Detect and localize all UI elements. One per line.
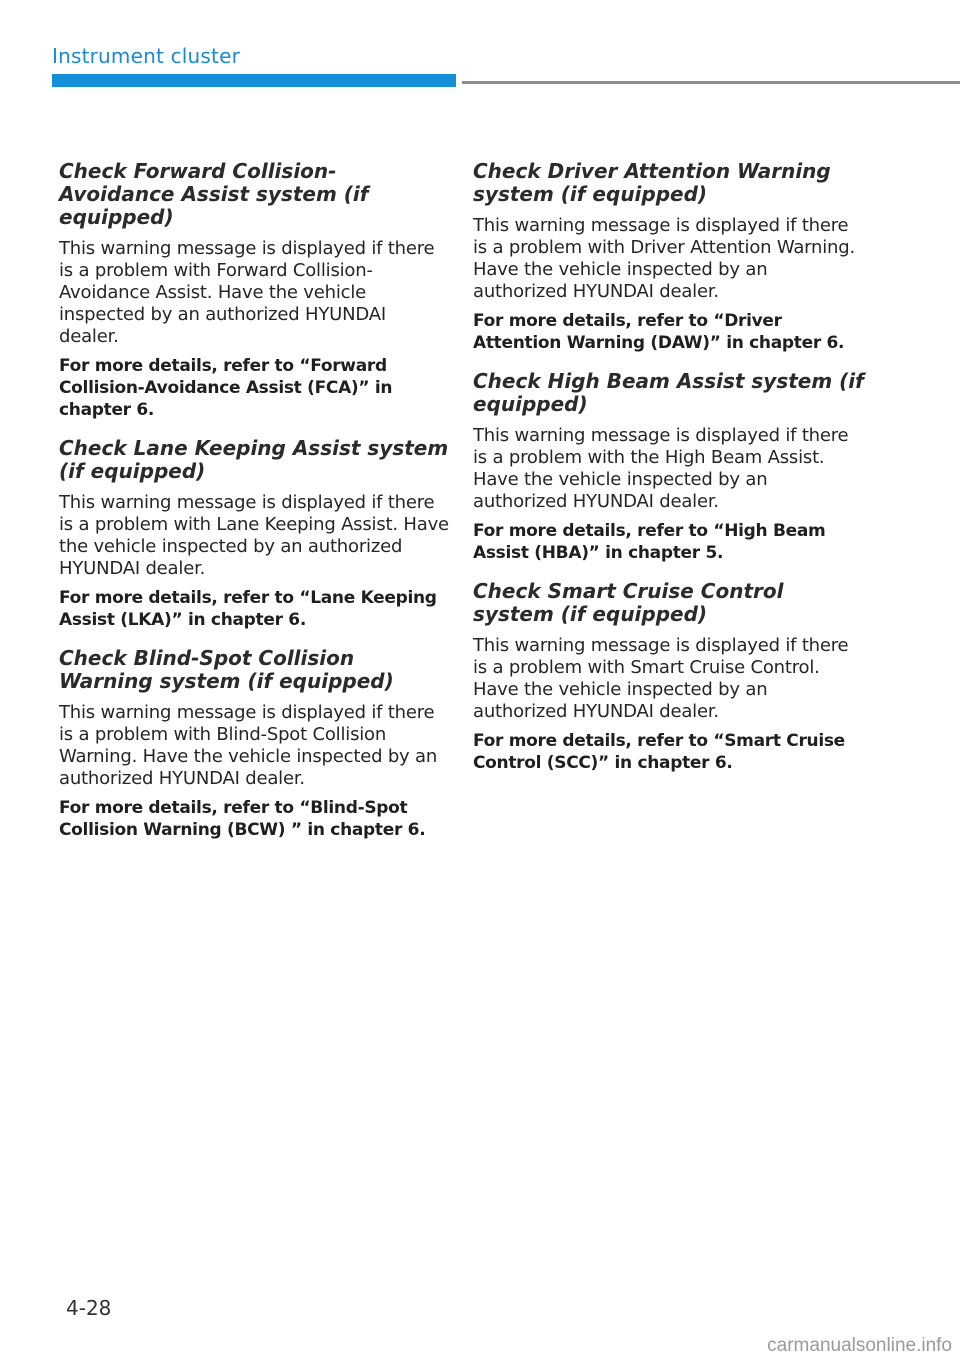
left-column	[59, 160, 449, 857]
section-heading: Check Forward Collision-Avoidance Assist system (if equipped)	[59, 159, 369, 229]
section-heading: Check Driver Attention Warning system (if equipped)	[473, 159, 831, 206]
section-body: This warning message is displayed if there is a problem with the High Beam Assist. Have the vehicle inspected by an authorized HYUNDAI dealer.	[473, 425, 849, 512]
section-heading: Check Smart Cruise Control system (if equipped)	[473, 579, 784, 626]
section-heading: Check Blind-Spot Collision Warning system (if equipped)	[59, 646, 394, 693]
section-lka-warning	[59, 437, 449, 631]
section-body: This warning message is displayed if there is a problem with Driver Attention Warning. Have the vehicle inspected by an authorized HYUNDAI dealer.	[473, 215, 855, 302]
section-daw-warning	[473, 160, 865, 354]
watermark: carmanualsonline.info	[767, 1335, 952, 1356]
section-reference: For more details, refer to “Driver Attention Warning (DAW)” in chapter 6.	[473, 311, 845, 353]
section-reference: For more details, refer to “Lane Keeping Assist (LKA)” in chapter 6.	[59, 588, 437, 630]
header-accent-rule	[52, 74, 456, 87]
section-heading: Check High Beam Assist system (if equipped)	[473, 369, 864, 416]
section-heading: Check Lane Keeping Assist system (if equipped)	[59, 436, 449, 483]
section-reference: For more details, refer to “Blind-Spot Collision Warning (BCW) ” in chapter 6.	[59, 798, 426, 840]
section-body: This warning message is displayed if there is a problem with Lane Keeping Assist. Have the vehicle inspected by an authorized HYUNDAI dealer.	[59, 492, 449, 579]
page-number: 4-28	[66, 1296, 112, 1320]
section-bcw-warning	[59, 647, 449, 841]
section-fca-warning	[59, 160, 449, 421]
section-body: This warning message is displayed if there is a problem with Forward Collision-Avoidance Assist. Have the vehicle inspected by an authorized HYUNDAI dealer.	[59, 238, 435, 347]
section-body: This warning message is displayed if there is a problem with Smart Cruise Control. Have the vehicle inspected by an authorized HYUNDAI dealer.	[473, 635, 849, 722]
section-reference: For more details, refer to “Smart Cruise Control (SCC)” in chapter 6.	[473, 731, 845, 773]
section-reference: For more details, refer to “Forward Collision-Avoidance Assist (FCA)” in chapter 6.	[59, 356, 393, 420]
section-scc-warning	[473, 580, 865, 774]
section-title: Instrument cluster	[52, 44, 241, 68]
section-hba-warning	[473, 370, 865, 564]
right-column	[473, 160, 865, 790]
header-divider-rule	[462, 81, 960, 84]
section-body: This warning message is displayed if there is a problem with Blind-Spot Collision Warning. Have the vehicle inspected by an authorized HYUNDAI dealer.	[59, 702, 438, 789]
section-reference: For more details, refer to “High Beam Assist (HBA)” in chapter 5.	[473, 521, 826, 563]
